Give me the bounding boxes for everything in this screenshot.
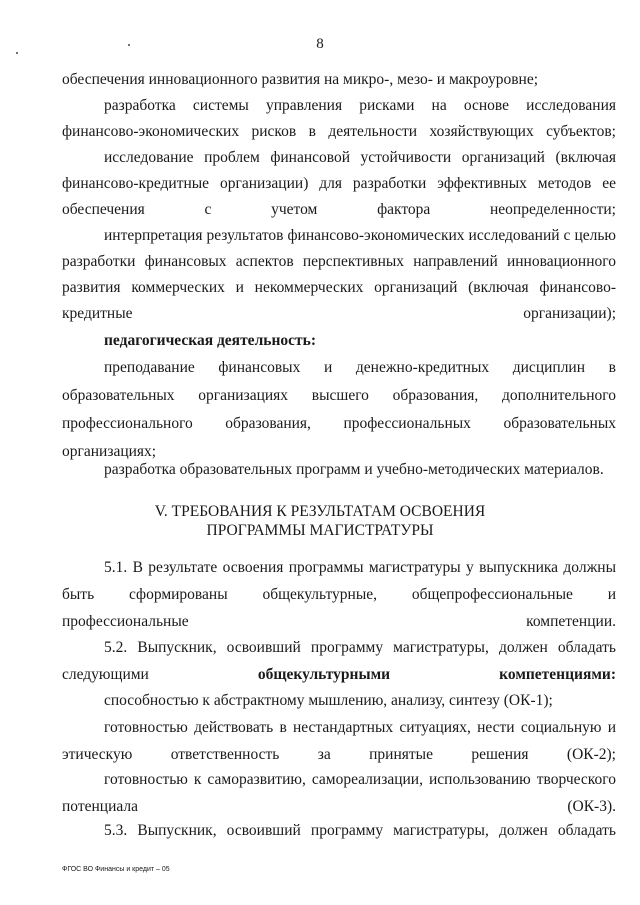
page-number: 8 (316, 36, 324, 52)
paragraph-teaching: преподавание финансовых и денежно-кредитных дисциплин в образовательных организациях высшего образования, дополнительного профессионального образования, профессиональных образовательных организациях; (62, 359, 616, 460)
paragraph-interpretation: интерпретация результатов финансово-экономических исследований с целью разработки финансовых аспектов перспективных направлений инновационного развития коммерческих и некоммерческих организаций (включая финансово-кредитные организации); (62, 227, 616, 322)
paragraph-risk-management: разработка системы управления рисками на основе исследования финансово-экономических рисков в деятельности хозяйствующих субъектов; (62, 97, 616, 140)
paragraph-5-2 (62, 634, 616, 688)
paragraph-5-2-text: 5.2. Выпускник, освоивший программу магистратуры, должен обладать следующими (62, 639, 616, 683)
footer-label: ФГОС ВО Финансы и кредит – 05 (62, 866, 170, 873)
competence-ok-2: готовностью действовать в нестандартных ситуациях, нести социальную и этическую ответственность за принятые решения (ОК-2); (62, 719, 616, 763)
scan-speck (128, 44, 130, 46)
subheading-pedagogical: педагогическая деятельность: (104, 332, 316, 349)
paragraph-5-2-bold: общекультурными компетенциями: (257, 666, 617, 683)
section-heading-line-2: ПРОГРАММЫ МАГИСТРАТУРЫ (206, 522, 434, 539)
paragraph-5-1: 5.1. В результате освоения программы магистратуры у выпускника должны быть сформированы общекультурные, общепрофессиональные и профессиональные компетенции. (62, 559, 616, 630)
paragraph-financial-stability: исследование проблем финансовой устойчивости организаций (включая финансово-кредитные организации) для разработки эффективных методов ее обеспечения с учетом фактора неопределенности; (62, 149, 616, 218)
paragraph-innovation: обеспечения инновационного развития на микро-, мезо- и макроуровне; (62, 71, 539, 88)
competence-ok-3: готовностью к саморазвитию, самореализации, использованию творческого потенциала (ОК-3). (62, 771, 616, 815)
section-heading-line-1: V. ТРЕБОВАНИЯ К РЕЗУЛЬТАТАМ ОСВОЕНИЯ (154, 503, 486, 520)
paragraph-programs: разработка образовательных программ и учебно-методических материалов. (104, 461, 604, 478)
scan-speck (16, 52, 18, 54)
competence-ok-1: способностью к абстрактному мышлению, анализу, синтезу (ОК-1); (104, 692, 553, 709)
paragraph-5-3: 5.3. Выпускник, освоивший программу магистратуры, должен обладать (104, 822, 616, 839)
